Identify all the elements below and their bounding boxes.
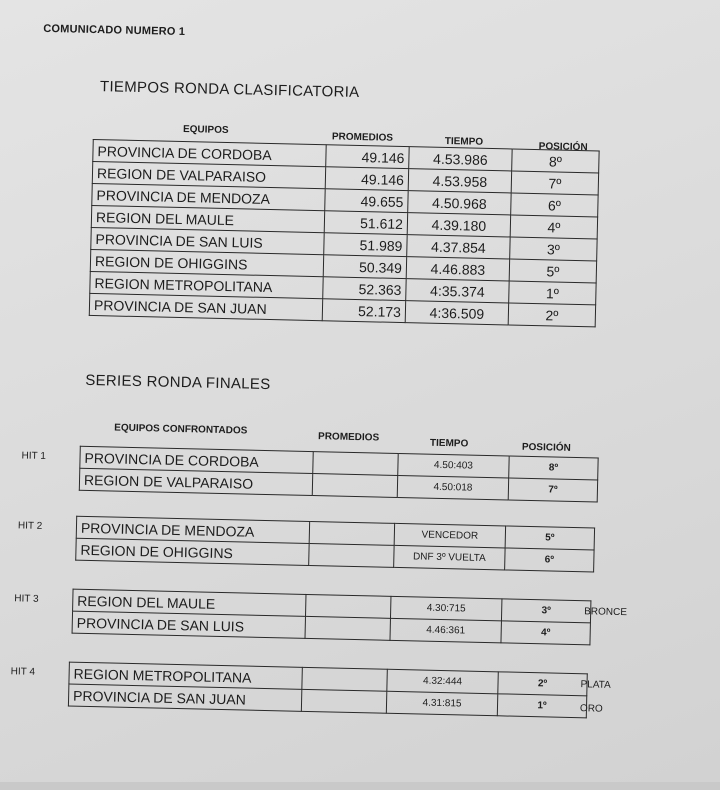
heat-label: HIT 3	[14, 593, 39, 605]
heat-cell-team: REGION METROPOLITANA	[69, 662, 302, 689]
heat-cell-position: 3º	[501, 599, 590, 623]
heat-cell-position: 7º	[508, 478, 597, 502]
heat-cell-position: 4º	[501, 621, 590, 645]
heat-cell-average	[306, 594, 391, 618]
heat-cell-average	[309, 521, 394, 545]
qualifying-title: TIEMPOS RONDA CLASIFICATORIA	[99, 78, 360, 102]
qualifying-table	[89, 139, 600, 327]
heat-cell-time: VENCEDOR	[394, 523, 505, 548]
qualifying-cell-position: 4º	[510, 215, 597, 239]
qualifying-cell-time: 4:35.374	[406, 279, 509, 303]
heat-table	[68, 662, 588, 719]
heat-cell-team: PROVINCIA DE SAN JUAN	[68, 684, 301, 711]
heat-cell-team: PROVINCIA DE CORDOBA	[80, 446, 313, 473]
finals-header-average: PROMEDIOS	[317, 431, 380, 444]
heat-table	[75, 516, 595, 573]
qualifying-cell-position: 2º	[508, 303, 595, 327]
finals-header-time: TIEMPO	[429, 437, 469, 450]
heat-label: HIT 1	[21, 450, 46, 462]
qualifying-cell-average: 52.363	[323, 277, 406, 301]
heat-cell-position: 5º	[505, 526, 594, 550]
qualifying-cell-position: 7º	[511, 171, 598, 195]
qualifying-header-position: POSICIÓN	[538, 141, 588, 154]
document-title: COMUNICADO NUMERO 1	[43, 22, 186, 39]
qualifying-cell-team: REGION METROPOLITANA	[90, 271, 323, 298]
qualifying-cell-average: 49.146	[326, 145, 409, 169]
medal-label: ORO	[579, 703, 603, 715]
heat-cell-average	[309, 543, 394, 567]
heat-label: HIT 4	[10, 666, 36, 678]
heat-cell-time: 4.31:815	[386, 691, 497, 716]
qualifying-header-team: EQUIPOS	[182, 124, 229, 137]
qualifying-cell-average: 52.173	[322, 299, 405, 323]
qualifying-cell-team: REGION DEL MAULE	[91, 205, 324, 232]
qualifying-cell-position: 8º	[512, 149, 599, 173]
heat-cell-team: REGION DE VALPARAISO	[79, 468, 312, 495]
heat-cell-average	[301, 689, 386, 713]
qualifying-cell-time: 4.50.968	[408, 191, 511, 215]
qualifying-cell-average: 49.655	[325, 189, 408, 213]
qualifying-cell-average: 51.612	[324, 211, 407, 235]
qualifying-cell-team: PROVINCIA DE CORDOBA	[93, 139, 326, 166]
qualifying-cell-average: 49.146	[325, 167, 408, 191]
heat-cell-team: PROVINCIA DE MENDOZA	[76, 516, 309, 543]
finals-title: SERIES RONDA FINALES	[85, 371, 271, 394]
heat-cell-team: PROVINCIA DE SAN LUIS	[72, 611, 305, 638]
qualifying-header-average: PROMEDIOS	[331, 131, 394, 144]
heat-cell-team: REGION DE OHIGGINS	[76, 538, 309, 565]
heat-cell-time: 4.50:018	[397, 475, 508, 500]
qualifying-cell-time: 4:36.509	[405, 301, 508, 325]
qualifying-cell-team: PROVINCIA DE MENDOZA	[92, 183, 325, 210]
heat-cell-position: 2º	[498, 672, 587, 696]
qualifying-cell-time: 4.46.883	[406, 257, 509, 281]
heat-cell-time: 4.50:403	[398, 453, 509, 478]
qualifying-cell-team: PROVINCIA DE SAN LUIS	[91, 227, 324, 254]
qualifying-cell-time: 4.53.986	[409, 147, 512, 171]
medal-label: BRONCE	[584, 606, 628, 619]
finals-header-position: POSICIÓN	[521, 441, 571, 454]
heat-cell-position: 6º	[505, 548, 594, 572]
qualifying-cell-position: 6º	[511, 193, 598, 217]
qualifying-header-time: TIEMPO	[444, 135, 484, 148]
qualifying-cell-team: PROVINCIA DE SAN JUAN	[89, 293, 322, 320]
heat-cell-position: 8º	[509, 456, 598, 480]
heat-cell-team: REGION DEL MAULE	[73, 589, 306, 616]
qualifying-cell-position: 1º	[509, 281, 596, 305]
qualifying-cell-position: 3º	[510, 237, 597, 261]
qualifying-cell-time: 4.39.180	[407, 213, 510, 237]
qualifying-cell-time: 4.53.958	[408, 169, 511, 193]
qualifying-cell-team: REGION DE OHIGGINS	[90, 249, 323, 276]
medal-label: PLATA	[580, 679, 611, 691]
heat-cell-time: 4.32:444	[387, 669, 498, 694]
heat-cell-average	[313, 452, 398, 476]
heat-cell-average	[305, 616, 390, 640]
heat-cell-position: 1º	[497, 694, 586, 718]
qualifying-table-body	[89, 139, 599, 326]
heat-cell-average	[302, 667, 387, 691]
heat-label: HIT 2	[17, 520, 43, 532]
qualifying-cell-average: 50.349	[323, 255, 406, 279]
heat-cell-average	[312, 474, 397, 498]
qualifying-cell-position: 5º	[509, 259, 596, 283]
heat-cell-time: 4.30:715	[390, 596, 501, 621]
qualifying-cell-team: REGION DE VALPARAISO	[92, 161, 325, 188]
heat-table	[72, 589, 592, 646]
qualifying-cell-time: 4.37.854	[407, 235, 510, 259]
finals-header-team: EQUIPOS CONFRONTADOS	[114, 422, 248, 437]
heat-cell-time: 4.46:361	[390, 618, 501, 643]
heat-table	[79, 446, 599, 503]
qualifying-cell-average: 51.989	[324, 233, 407, 257]
heat-cell-time: DNF 3º VUELTA	[394, 545, 505, 570]
